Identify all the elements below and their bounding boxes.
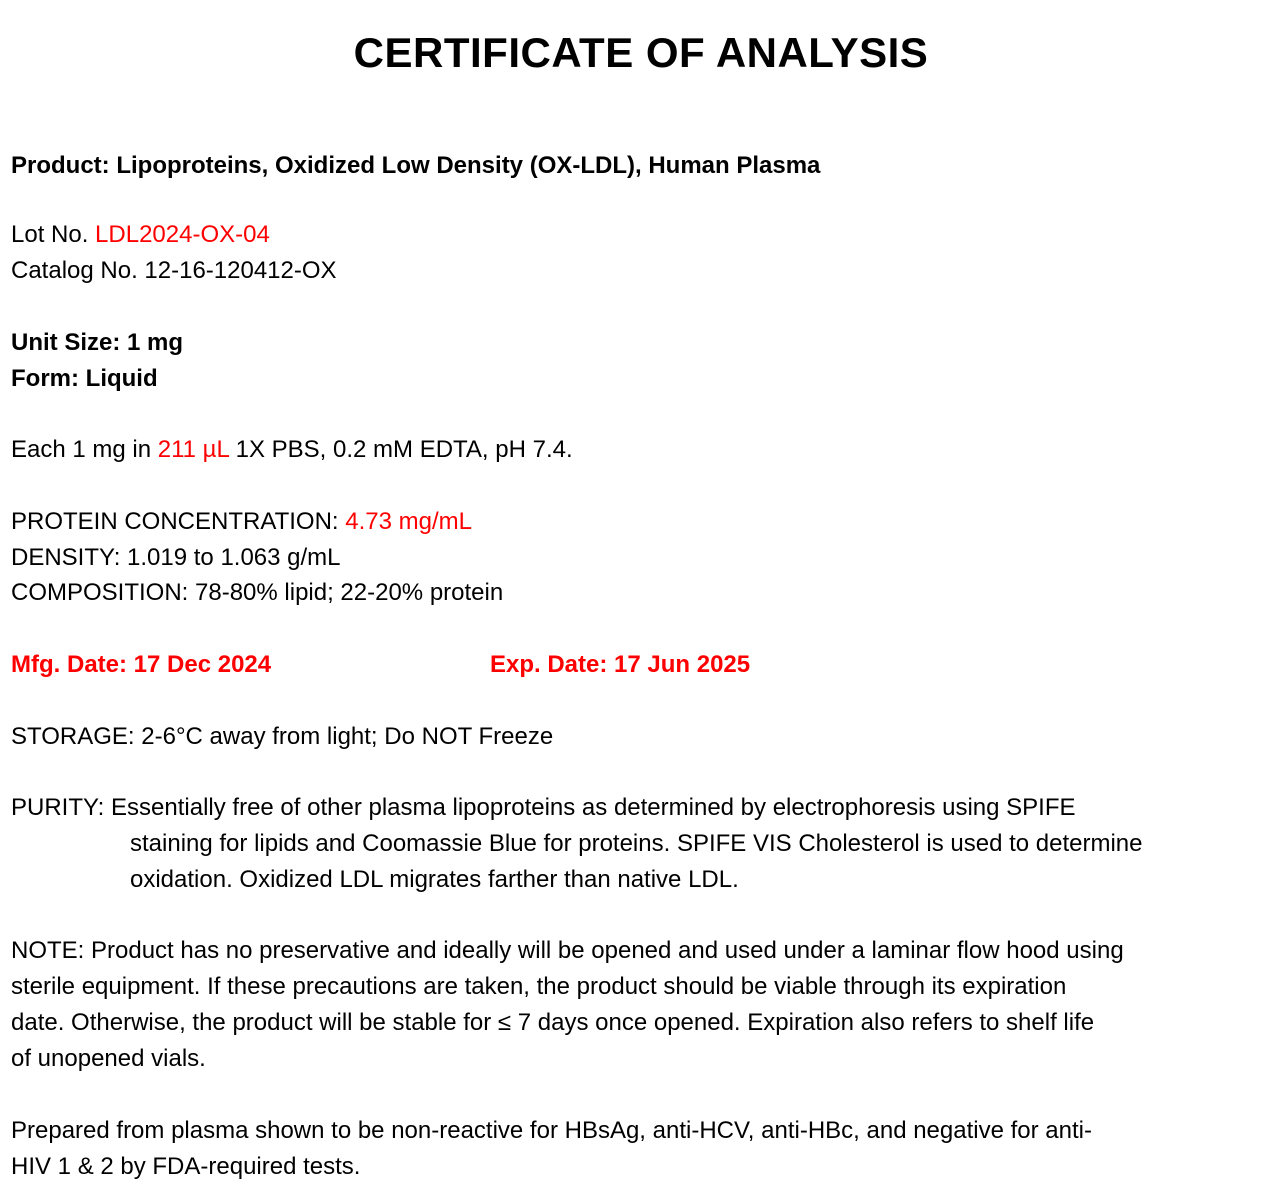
protein-label: PROTEIN CONCENTRATION:	[11, 508, 346, 535]
density-line: DENSITY: 1.019 to 1.063 g/mL	[11, 544, 341, 571]
protein-value: 4.73 mg/mL	[345, 508, 472, 535]
catalog-line: Catalog No. 12-16-120412-OX	[11, 257, 337, 284]
purity-line-1: PURITY: Essentially free of other plasma lipoproteins as determined by electrophoresis using SPIFE	[11, 794, 1076, 821]
composition-line: COMPOSITION: 78-80% lipid; 22-20% protein	[11, 579, 504, 606]
product-line: Product: Lipoproteins, Oxidized Low Density (OX-LDL), Human Plasma	[11, 152, 821, 179]
note-line-1: NOTE: Product has no preservative and ideally will be opened and used under a laminar flow hood using	[11, 937, 1124, 964]
lot-label: Lot No.	[11, 221, 96, 248]
purity-line-3: oxidation. Oxidized LDL migrates farther than native LDL.	[130, 866, 739, 893]
note-line-4: of unopened vials.	[11, 1045, 206, 1072]
form-line: Form: Liquid	[11, 365, 158, 392]
formulation-prefix: Each 1 mg in	[11, 436, 158, 463]
note-line-3: date. Otherwise, the product will be stable for ≤ 7 days once opened. Expiration also refers to shelf life	[11, 1009, 1095, 1036]
purity-line-2: staining for lipids and Coomassie Blue for proteins. SPIFE VIS Cholesterol is used to determine	[130, 830, 1143, 857]
formulation-line	[11, 432, 573, 468]
lot-value: LDL2024-OX-04	[95, 221, 270, 248]
formulation-volume: 211 µL	[157, 436, 229, 463]
note-paragraph	[11, 933, 1271, 1077]
prepared-line-2: HIV 1 & 2 by FDA-required tests.	[11, 1153, 361, 1180]
storage-line: STORAGE: 2-6°C away from light; Do NOT Freeze	[11, 723, 554, 750]
note-line-2: sterile equipment. If these precautions are taken, the product should be viable through its expiration	[11, 973, 1067, 1000]
unit-size-line: Unit Size: 1 mg	[11, 329, 184, 356]
prepared-paragraph	[11, 1113, 1271, 1185]
lot-line	[11, 217, 270, 253]
protein-concentration-line	[11, 504, 472, 540]
exp-date: Exp. Date: 17 Jun 2025	[490, 651, 751, 678]
purity-paragraph	[11, 790, 1271, 898]
document-title: CERTIFICATE OF ANALYSIS	[353, 29, 929, 76]
mfg-date: Mfg. Date: 17 Dec 2024	[11, 651, 272, 678]
formulation-suffix: 1X PBS, 0.2 mM EDTA, pH 7.4.	[228, 436, 573, 463]
prepared-line-1: Prepared from plasma shown to be non-reactive for HBsAg, anti-HCV, anti-HBc, and negative for anti-	[11, 1117, 1092, 1144]
